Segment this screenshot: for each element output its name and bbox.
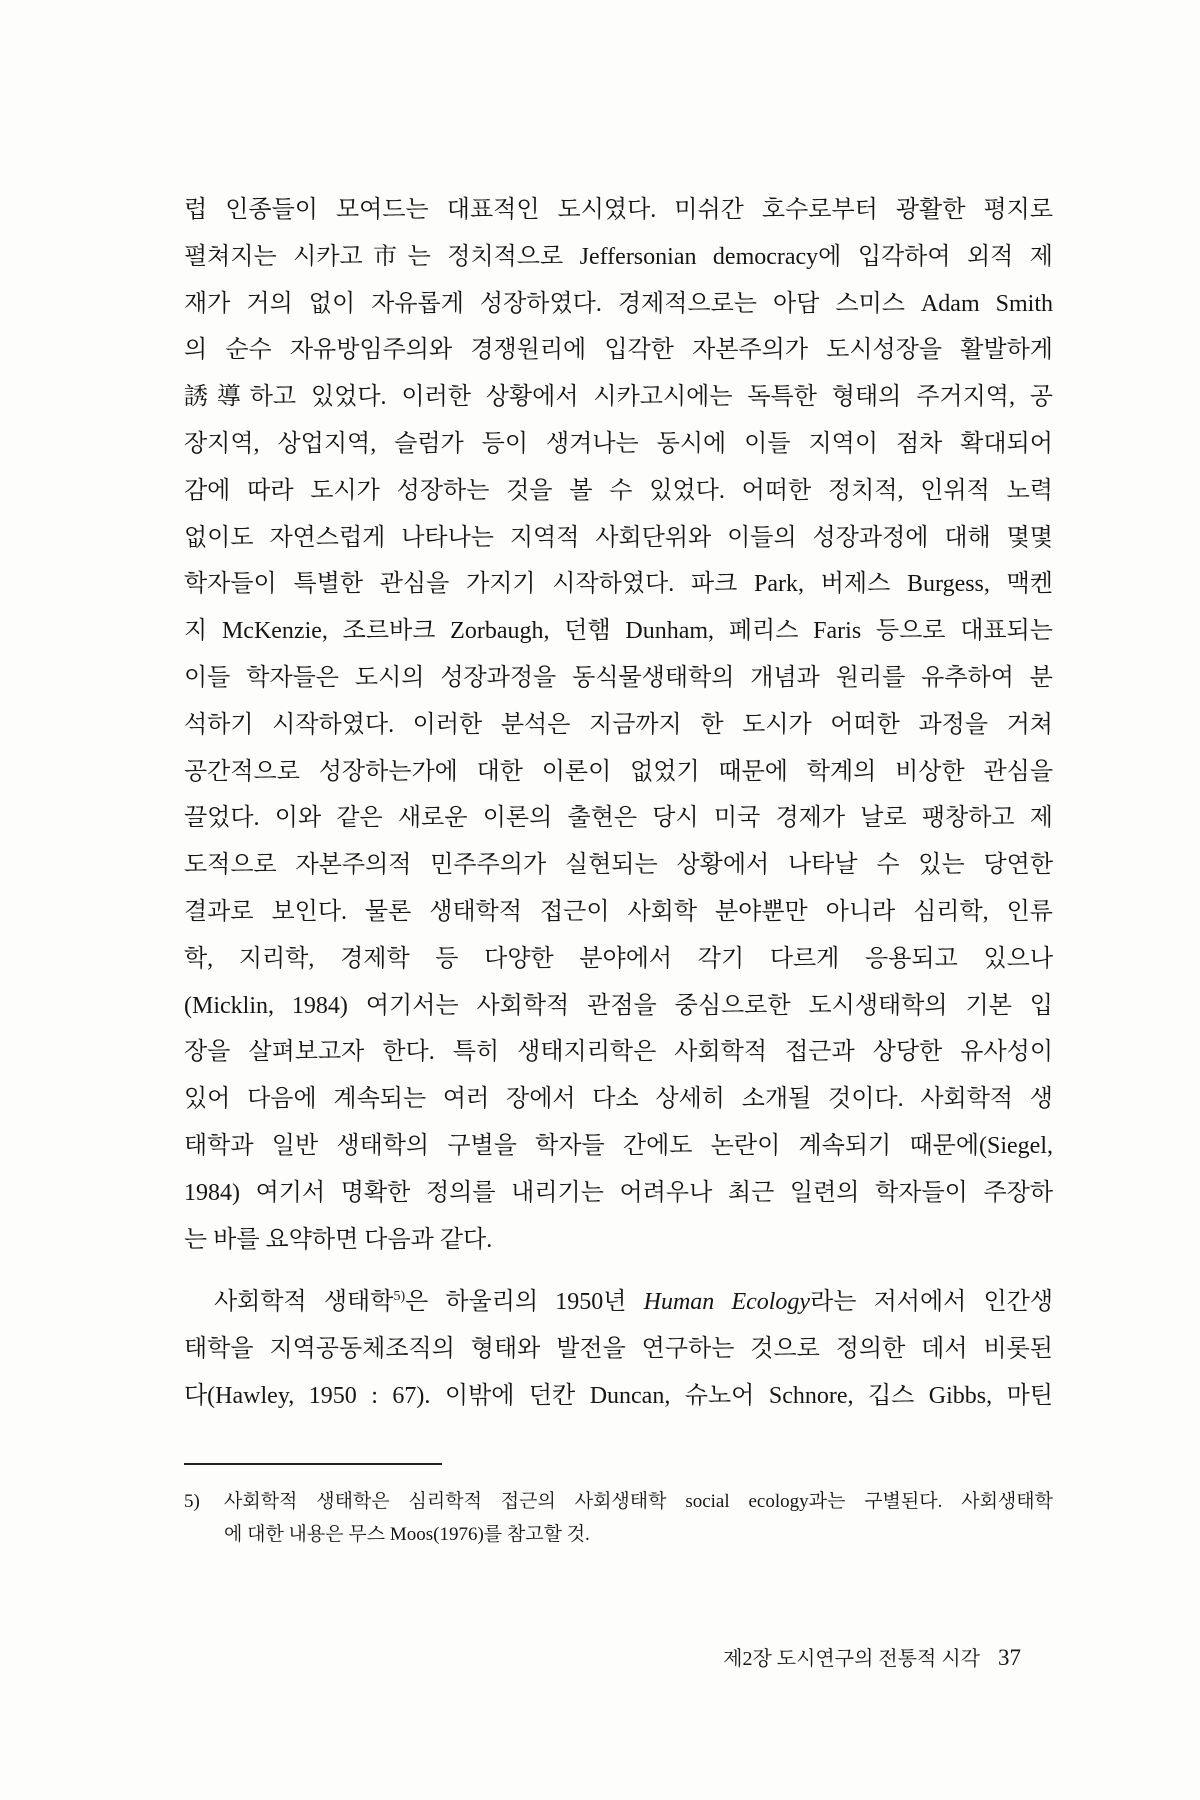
- body-line: 없이도 자연스럽게 나타나는 지역적 사회단위와 이들의 성장과정에 대해 몇몇: [184, 524, 1053, 551]
- body-text-segment: 은 하울리의 1950년: [405, 1289, 644, 1316]
- body-line: 끌었다. 이와 같은 새로운 이론의 출현은 당시 미국 경제가 날로 팽창하고 제: [184, 805, 1053, 832]
- body-line: 장지역, 상업지역, 슬럼가 등이 생겨나는 동시에 이들 지역이 점차 확대되어: [184, 430, 1053, 457]
- body-line: 펼쳐지는 시카고市는 정치적으로 Jeffersonian democracy에 입각하여 외적 제: [184, 243, 1053, 270]
- body-line: 결과로 보인다. 물론 생태학적 접근이 사회학 분야뿐만 아니라 심리학, 인류: [184, 898, 1053, 925]
- body-line: 재가 거의 없이 자유롭게 성장하였다. 경제적으로는 아담 스미스 Adam Smith: [184, 290, 1053, 317]
- body-line: 석하기 시작하였다. 이러한 분석은 지금까지 한 도시가 어떠한 과정을 거쳐: [184, 711, 1053, 738]
- body-paragraph: [184, 1279, 1053, 1419]
- body-paragraph: [184, 187, 1053, 1263]
- footnote-divider: [184, 1463, 442, 1465]
- body-line: 학자들이 특별한 관심을 가지기 시작하였다. 파크 Park, 버제스 Burgess, 맥켄: [184, 571, 1053, 598]
- body-text-segment: 라는 저서에서 인간생: [810, 1289, 1053, 1316]
- body-line: 지 McKenzie, 조르바크 Zorbaugh, 던햄 Dunham, 페리스 Faris 등으로 대표되는: [184, 618, 1053, 645]
- body-line: 誘導하고 있었다. 이러한 상황에서 시카고시에는 독특한 형태의 주거지역, 공: [184, 384, 1053, 411]
- body-line: 장을 살펴보고자 한다. 특히 생태지리학은 사회학적 접근과 상당한 유사성이: [184, 1039, 1053, 1066]
- body-line: 1984) 여기서 명확한 정의를 내리기는 어려우나 최근 일련의 학자들이 주장하: [184, 1179, 1053, 1206]
- body-line: 학, 지리학, 경제학 등 다양한 분야에서 각기 다르게 응용되고 있으나: [184, 945, 1053, 972]
- body-line: 감에 따라 도시가 성장하는 것을 볼 수 있었다. 어떠한 정치적, 인위적 노력: [184, 477, 1053, 504]
- chapter-title: 제2장 도시연구의 전통적 시각: [723, 1648, 980, 1670]
- body-line: 도적으로 자본주의적 민주주의가 실현되는 상황에서 나타날 수 있는 당연한: [184, 852, 1053, 879]
- body-line: 태학과 일반 생태학의 구별을 학자들 간에도 논란이 계속되기 때문에(Siegel,: [184, 1132, 1053, 1159]
- running-footer: [723, 1643, 1021, 1674]
- footnote-line: 에 대한 내용은 무스 Moos(1976)를 참고할 것.: [224, 1524, 590, 1545]
- book-title: Human Ecology: [643, 1289, 811, 1316]
- body-line: (Micklin, 1984) 여기서는 사회학적 관점을 중심으로한 도시생태학의 기본 입: [184, 992, 1053, 1019]
- body-text-segment: 사회학적 생태학: [214, 1289, 394, 1316]
- footnote: [184, 1485, 1053, 1551]
- body-line: 있어 다음에 계속되는 여러 장에서 다소 상세히 소개될 것이다. 사회학적 생: [184, 1086, 1053, 1113]
- body-line: 공간적으로 성장하는가에 대한 이론이 없었기 때문에 학계의 비상한 관심을: [184, 758, 1053, 785]
- footnote-body: [224, 1485, 1053, 1551]
- body-line: 는 바를 요약하면 다음과 같다.: [184, 1226, 493, 1253]
- body-line: 럽 인종들이 모여드는 대표적인 도시였다. 미쉬간 호수로부터 광활한 평지로: [184, 197, 1053, 223]
- footnote-marker: 5): [184, 1491, 200, 1512]
- page-number: 37: [998, 1645, 1021, 1670]
- body-line: 다(Hawley, 1950 : 67). 이밖에 던칸 Duncan, 슈노어 Schnore, 깁스 Gibbs, 마틴: [184, 1382, 1053, 1409]
- body-text: [184, 187, 1053, 1420]
- footnote-line: 사회학적 생태학은 심리학적 접근의 사회생태학 social ecology과는 구별된다. 사회생태학: [224, 1491, 1053, 1512]
- footnote-reference: 5): [393, 1289, 406, 1305]
- body-line: [184, 1279, 1053, 1326]
- body-line: 의 순수 자유방임주의와 경쟁원리에 입각한 자본주의가 도시성장을 활발하게: [184, 337, 1053, 364]
- body-line: 이들 학자들은 도시의 성장과정을 동식물생태학의 개념과 원리를 유추하여 분: [184, 664, 1053, 691]
- body-line: 태학을 지역공동체조직의 형태와 발전을 연구하는 것으로 정의한 데서 비롯된: [184, 1336, 1053, 1363]
